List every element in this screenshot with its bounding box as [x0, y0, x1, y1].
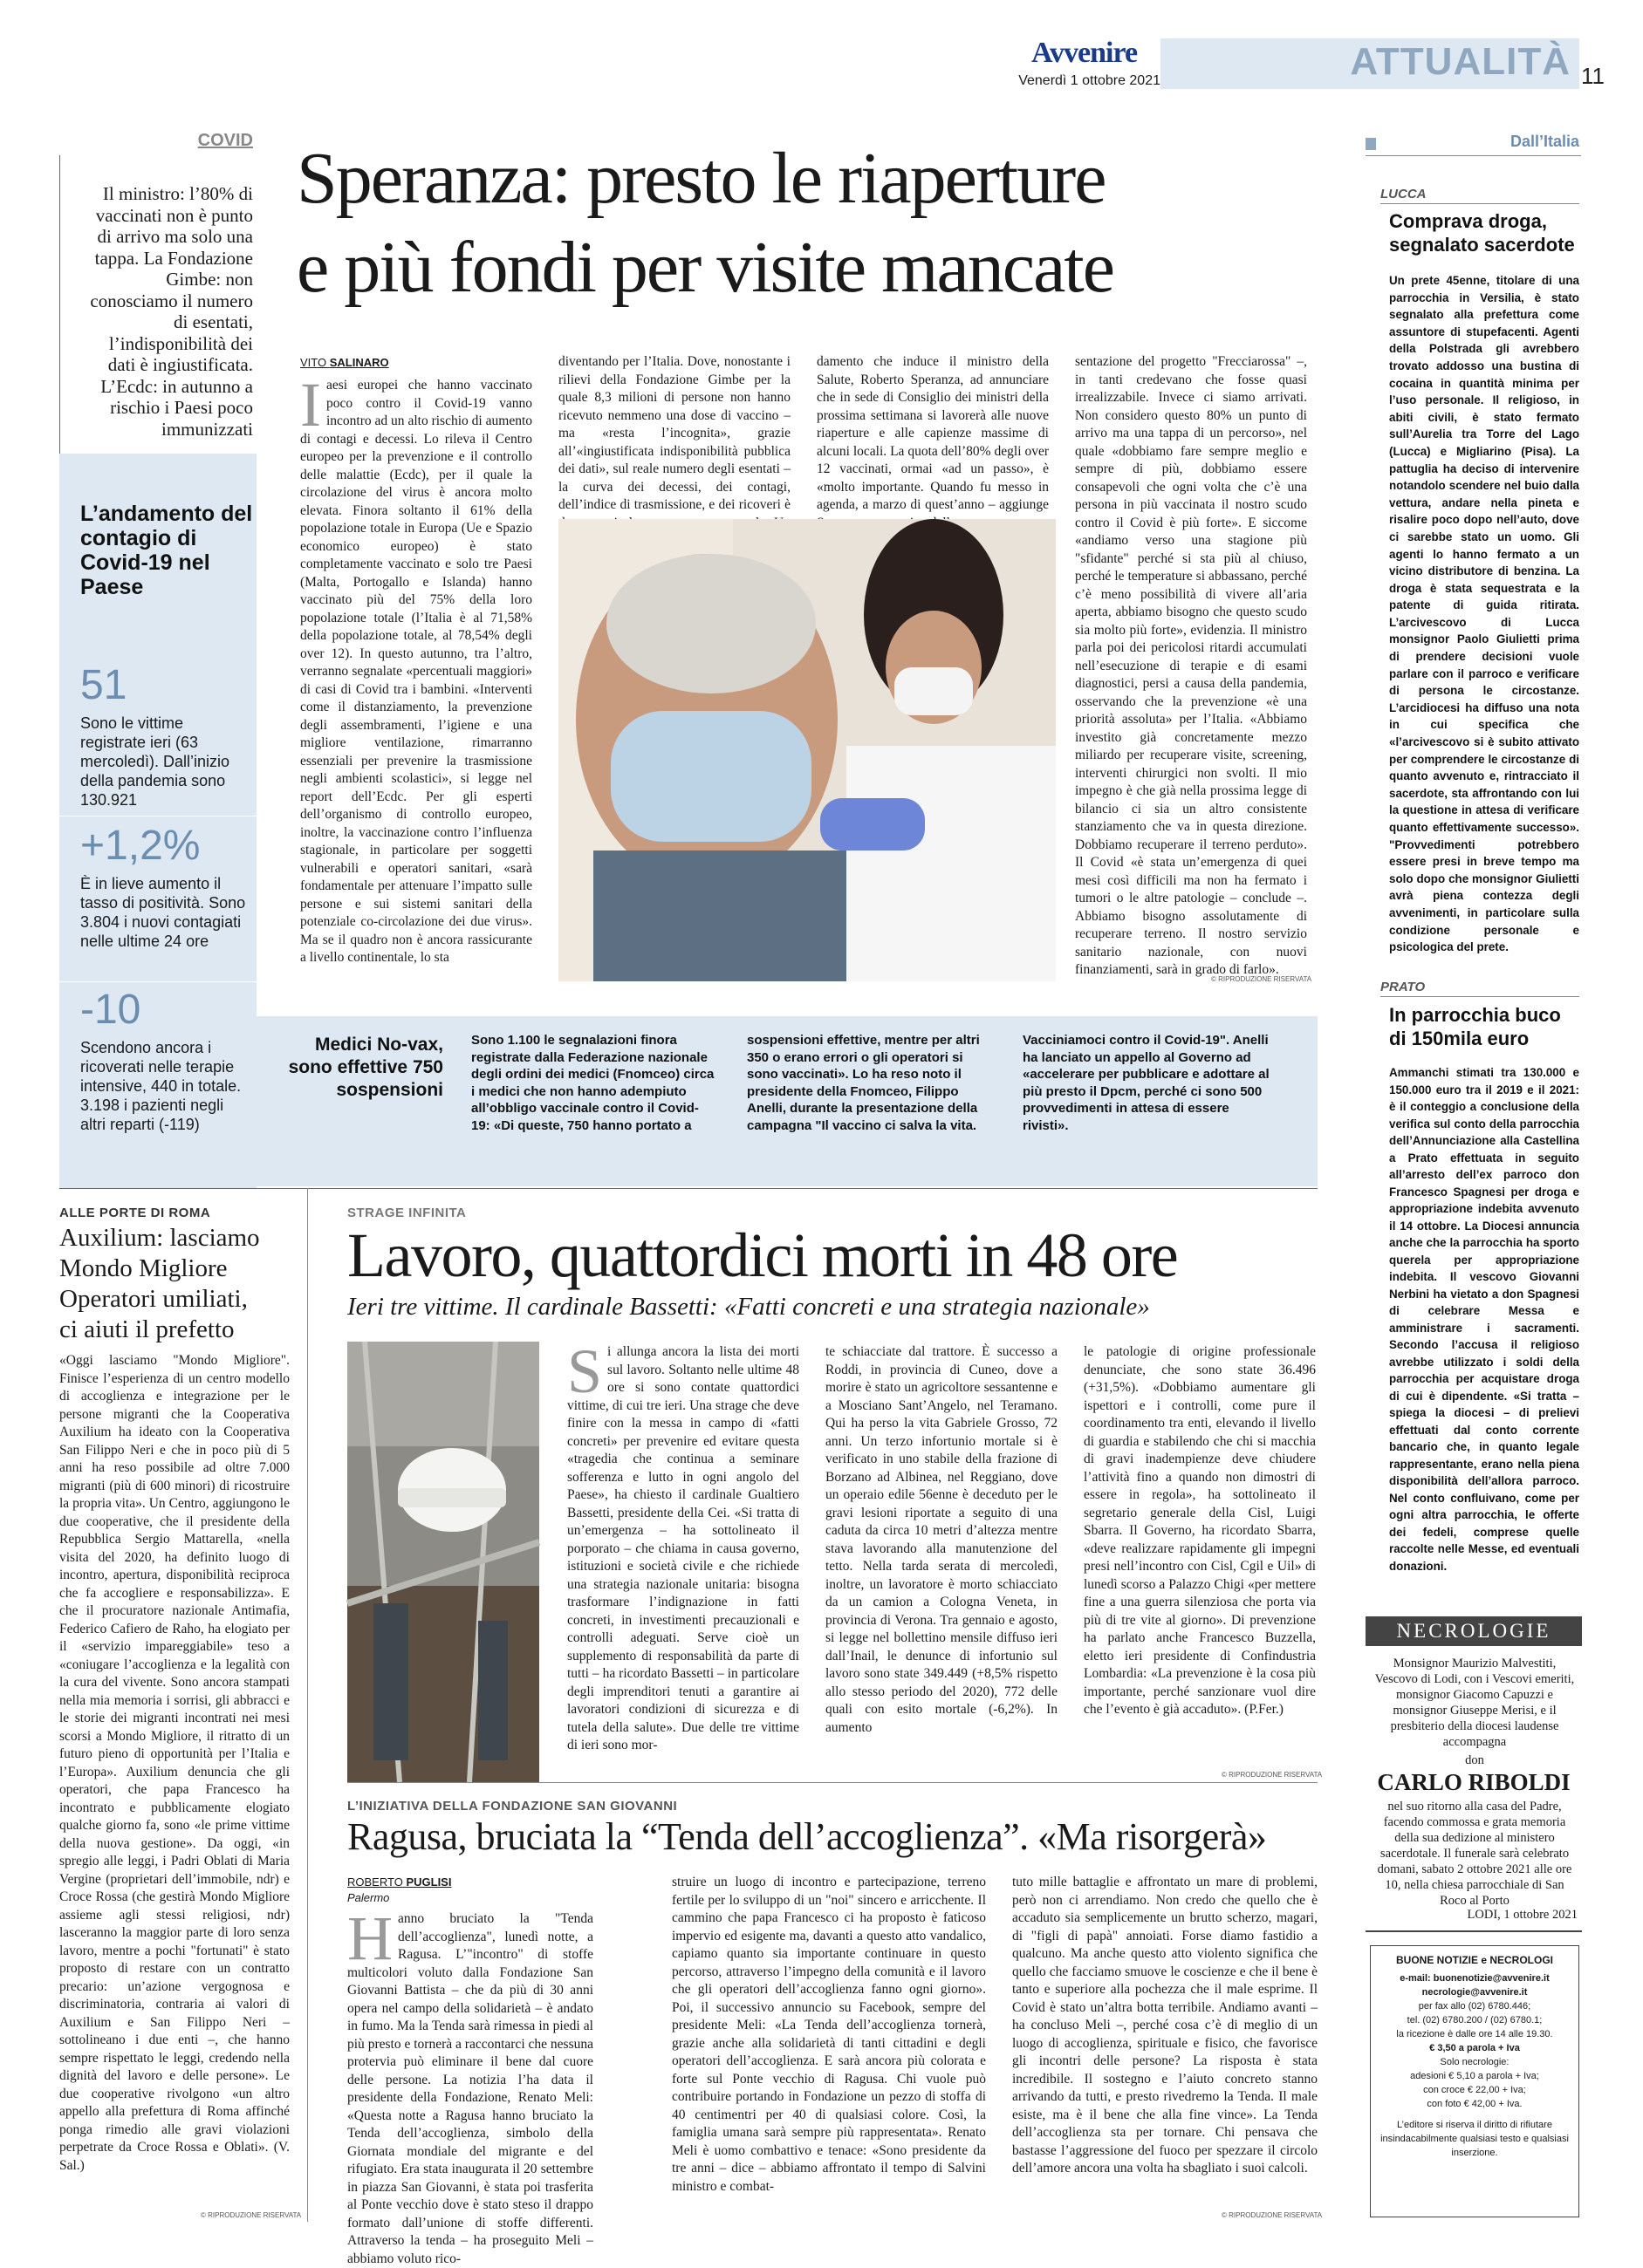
- photo-illustration: [558, 519, 1056, 981]
- section-title: ATTUALITÀ: [1350, 40, 1571, 83]
- ragusa-author-first: ROBERTO: [347, 1875, 403, 1889]
- buone-line: Solo necrologie:: [1440, 2057, 1510, 2067]
- ragusa-col-1-text: anno bruciato la "Tenda dell’accoglienza", lunedì notte, a Ragusa. L’"incontro" di stoffe multicolori voluto dalla Fondazione San Giovanni Battista – che da più di 30 anni opera nel campo della solidarietà – è andato in fumo. Ma la Tenda sarà rimessa in piedi al più presto e tornerà a raccontarci che nessuna protervia può eliminare il bene dal cuore delle persone. La notizia l’ha data il presidente della Fondazione, Renato Meli: «Questa notte a Ragusa hanno bruciato la Tenda dell’accoglienza, simbolo della Giornata mondiale del migrante e del rifugiato. Era stata inaugurata il 20 settembre in piazza San Giovanni, è stata poi trasferita al Ponte vecchio dove è stato steso il drappo formato dall’unione di stoffe differenti. Attraverso la tenda – ha proseguito Meli – abbiamo voluto rico-: [347, 1911, 593, 2266]
- prato-title: In parrocchia buco di 150mila euro: [1389, 1004, 1561, 1049]
- novax-title: Medici No-vax, sono effettive 750 sospensioni: [288, 1035, 443, 1100]
- necrologie-header: NECROLOGIE: [1396, 1620, 1551, 1642]
- necro-place: LODI, 1 ottobre 2021: [1467, 1908, 1578, 1922]
- ragusa-col-1: [347, 1903, 593, 2266]
- helmet-illustration: [347, 1342, 539, 1782]
- lavoro-col-3: le patologie di origine professionale denunciate, che sono state 36.496 (+31,5%). «Dobbiamo aumentare gli ispettori e i controlli, come pure il coordinamento tra enti, elevando il livello di guardia e stabilendo che chi si macchia di gravi inadempienze deve chiudere l’attività fino a quando non dimostri di essere in regola», ha sottolineato il segretario generale della Cisl, Luigi Sbarra. Il Governo, ha ricordato Sbarra, «deve realizzare rapidamente gli impegni presi nell’incontro con Cisl, Cgil e Uil» di lunedì scorso a Palazzo Chigi «per mettere fine a una guerra silenziosa che porta via più di tre vite al giorno». Di prevenzione ha parlato anche Francesco Buzzella, eletto ieri presidente di Confindustria Lombardia: «La prevenzione è la cosa più importante, perché sanzionare vuol dire che l’evento è già accaduto». (P.Fer.): [1084, 1344, 1316, 1717]
- lavoro-title: Lavoro, quattordici morti in 48 ore: [347, 1220, 1178, 1290]
- covid-summary: Il ministro: l’80% di vaccinati non è punto di arrivo ma solo una tappa. La Fondazione Gimbe: non conosciamo il numero di esentati, l’indisponibilità dei dati è ingiustificata. L’Ecdc: in autunno a rischio i Paesi poco immunizzati: [90, 183, 253, 440]
- necro-rule: [1366, 1930, 1582, 1932]
- auxilium-text-col: [59, 1352, 290, 2203]
- dallitalia-marker: [1366, 138, 1376, 150]
- buone-line: € 3,50 a parola + Iva: [1429, 2043, 1520, 2053]
- buone-line: necrologie@avvenire.it: [1421, 1987, 1528, 1998]
- covid-box-title: L’andamento del contagio di Covid-19 nel Paese: [80, 502, 253, 599]
- auxilium-kicker: ALLE PORTE DI ROMA: [59, 1206, 211, 1220]
- buone-line: L’editore si riserva il diritto di rifiutare insindacabilmente qualsiasi testo e qualsiasi inserzione.: [1380, 2120, 1569, 2158]
- lavoro-col-1-text: i allunga ancora la lista dei morti sul lavoro. Soltanto nelle ultime 48 ore si sono contate quattordici vittime, di cui tre ieri. Una strage che deve finire con la messa in campo di «fatti concreti» per prevenire ed evitare questa «tragedia che continua a seminare sofferenza e lutto in ogni angolo del Paese», ha chiesto il cardinale Gualtiero Bassetti, presidente della Cei. «Si tratta di un’emergenza – ha sottolineato il porporato – che chiama in causa governo, istituzioni e società civile e che richiede una strategia nazionale unitaria: bisogna trasformare l’indignazione in fatti concreti, in investimenti precauzionali e controlli adeguati. Serve cioè un supplemento di responsabilità da parte di tutti – ha ricordato Bassetti – in particolare degli imprenditori tenuti a garantire ai lavoratori condizioni di sicurezza e di tutela della salute». Due delle tre vittime di ieri sono mor-: [567, 1344, 799, 1752]
- ragusa-dropcap: H: [347, 1903, 393, 1973]
- dropcap: I: [300, 370, 321, 440]
- author-first: VITO: [300, 356, 327, 369]
- main-col-1: [300, 370, 532, 987]
- masthead-date: Venerdì 1 ottobre 2021: [1018, 73, 1160, 88]
- main-col-3: damento che induce il ministro della Salute, Roberto Speranza, ad annunciare che in sede di Consiglio dei ministri della prossima settimana si lavorerà alle nuove riaperture e alle capienze massime di alcuni locali. La quota dell’80% degli over 12 vaccinati, ormai «ad un passo», è «molto importante. Quando fu messo in agenda, a marzo di quest’anno – aggiunge: [817, 354, 1049, 512]
- vaccination-photo: [558, 519, 1056, 981]
- main-col-2: diventando per l’Italia. Dove, nonostante i rilievi della Fondazione Gimbe per la quale 8,3 milioni di persone non hanno ricevuto nemmeno una dose di vaccino – ma «resta l’incognita», grazie all’«ingiustificata indisponibilità pubblica dei dati», sul reale numero degli esentati – la curva dei decessi, dei contagi, dell’indice di trasmissione, e dei ricoveri è: [558, 354, 791, 512]
- ragusa-author: [347, 1875, 451, 1889]
- stat-text-3: Scendono ancora i ricoverati nelle terapie intensive, 440 in totale. 3.198 i pazienti negli altri reparti (-119): [80, 1039, 242, 1133]
- necro-text-1: Monsignor Maurizio Malvestiti, Vescovo di Lodi, con i Vescovi emeriti, monsignor Giacomo Capuzzi e monsignor Giuseppe Merisi, e il presbiterio della diocesi laudense accompagna: [1374, 1657, 1575, 1749]
- buone-line: con croce € 22,00 + Iva;: [1423, 2085, 1526, 2095]
- auxilium-title: Auxilium: lasciamo Mondo Migliore Operatori umiliati, ci aiuti il prefetto: [59, 1224, 260, 1343]
- ragusa-copyright: © RIPRODUZIONE RISERVATA: [1222, 2211, 1323, 2219]
- ragusa-author-last: PUGLISI: [406, 1875, 452, 1889]
- main-author: [300, 356, 389, 369]
- author-last: SALINARO: [329, 356, 389, 369]
- buone-line: tel. (02) 6780.200 / (02) 6780.1;: [1407, 2015, 1543, 2025]
- lavoro-copyright: © RIPRODUZIONE RISERVATA: [1222, 1771, 1323, 1779]
- photo-copyright: © RIPRODUZIONE RISERVATA: [1211, 975, 1312, 983]
- lucca-title: Comprava droga, segnalato sacerdote: [1389, 210, 1575, 256]
- lucca-text: Un prete 45enne, titolare di una parrocchia in Versilia, è stato segnalato alla prefettura come assuntore di stupefacenti. Agenti della Polstrada gli avrebbero trovato addosso una bustina di cocaina in quantità minima per l’uso personale. Il religioso, in abiti civili, è stato fermato sull’Aurelia tra Torre del Lago (Lucca) e Migliarino (Pisa). La pattuglia ha deciso di intervenire notandolo scendere nel buio dalla vettura, andare nella pineta e risalire poco dopo nell’auto, dove ci sarebbe stato un uomo. Gli agenti lo hanno fermato a un vicino distributore di benzina. La droga è stata sequestrata e la patente di guida ritirata. L’arcivescovo di Lucca monsignor Paolo Giulietti prima di prendere decisioni vuole parlare con il parroco e verificare di persona le circostanze. L’arcidiocesi ha diffuso una nota in cui specifica che «l’arcivescovo si è subito attivato per comprendere le circostanze di quanto avvenuto e, rintracciato il sacerdote, sta affrontando con lui la questione in attesa di verificare quanto effettivamente successo». "Provvedimenti potrebbero essere presi in breve tempo ma solo dopo che monsignor Giulietti avrà piena contezza degli avvenimenti, in particolare sulla condizione personale e psicologica del prete.: [1389, 274, 1579, 954]
- lucca-place: LUCCA: [1380, 187, 1427, 202]
- buone-line: e-mail: buonenotizie@avvenire.it: [1400, 1973, 1550, 1984]
- lavoro-col-2: te schiacciate dal trattore. È successo a Roddi, in provincia di Cuneo, dove a morire è stato un agricoltore sessantenne e a Mosciano Sant’Angelo, nel Teramano. Qui ha perso la vita Gabriele Grosso, 72 anni. Un terzo infortunio mortale si è verificato in uno stabile della frazione di Borzano ad Albinea, nel Reggiano, dove un operaio edile 56enne è deceduto per le gravi lesioni riportate a seguito di una caduta da circa 10 metri d’altezza mentre stava lavorando alla manutenzione del tetto. Nella tarda serata di mercoledì, inoltre, un lavoratore è morto schiacciato da un camion a Cologna Veneta, in provincia di Verona. Tra gennaio e agosto, si legge nel bollettino mensile diffuso ieri dall’Inail, le denunce di infortunio sul lavoro sono state 349.449 (+8,5% rispetto allo stesso periodo del 2020), 772 delle quali con esito mortale (-6,2%). In aumento: [825, 1344, 1058, 1735]
- ragusa-place: Palermo: [347, 1891, 390, 1904]
- necro-name: CARLO RIBOLDI: [1377, 1769, 1571, 1795]
- lavoro-divider: [347, 1782, 1318, 1783]
- ragusa-col-3: tuto mille battaglie e affrontato un mare di problemi, però non ci arrendiamo. Non credo che quello che è accaduto sia semplicemente un brutto scherzo, magari, di "figli di papà" annoiati. Forse diamo fastidio a qualcuno. Ma anche questo atto violento significa che quello che facciamo smuove le coscienze e che il bene è tanto e superiore alla pochezza che il male esprime. Il Covid è stato un’altra botta terribile. Andiamo avanti – ha concluso Meli –, perché cosa c’è di meglio di un luogo di accoglienza, spirituale e fisico, che favorisce gli incontri delle persone? La risposta è stata incredibile. Il sostegno e l’aiuto concreto stanno arrivando da tutti, e presto rivedremo la Tenda. Il male esiste, ma è il bene che alla fine vince». La Tenda dell’accoglienza sta per tornare. Chi pensava che bastasse l’aggressione del fuoco per spezzare il circolo dell’amore ancora una volta ha sbagliato i suoi calcoli.: [1012, 1875, 1318, 2176]
- main-col-4: sentazione del progetto "Frecciarossa" –, in tanti credevano che fosse quasi irrealizzabile. Invece ci siamo arrivati. Non considero questo 80% un punto di arrivo ma una tappa di un percorso», nel quale «dobbiamo fare sempre meglio e sempre di più, dobbiamo essere consapevoli che ogni volta che c’è una persona in più vaccinata il nostro scudo contro il Covid è più forte». E siccome «andiamo verso una stagione più "sfidante" perché si sta più al chiuso, perché le temperature si abbassano, perché c’è meno possibilità di vivere all’aria aperta, abbiamo bisogno che questo scudo sia molto più forte», evidenzia. Il ministro parla poi dei pericolosi ritardi accumulati nell’esecuzione di terapie e di esami diagnostici, persi a causa della pandemia, osservando che la prevenzione «è una priorità assoluta» per l’Italia. «Abbiamo investito già concretamente mezzo miliardo per recuperare visite, screening, interventi chirurgici non svolti. Il mio impegno è che già nella prossima legge di bilancio ci sia un altro consistente stanziamento che va in questa direzione. Dobbiamo recuperare il terreno perduto». Il Covid «è stata un’emergenza di quei mesi così difficili ma non ha fermato i tumori o le altre patologie – conclude –. Abbiamo bisogno assolutamente di recuperare terreno. Il nostro servizio sanitario nazionale, con nuovi finanziamenti, sarà in grado di farlo».: [1075, 354, 1307, 977]
- stat-text-1: Sono le vittime registrate ieri (63 mercoledì). Dall’inizio della pandemia sono 130.921: [80, 714, 230, 809]
- main-headline-1: Speranza: presto le riaperture: [297, 138, 1106, 219]
- ragusa-kicker: L’INIZIATIVA DELLA FONDAZIONE SAN GIOVANNI: [347, 1799, 678, 1814]
- stat-value-3: -10: [80, 987, 141, 1033]
- lavoro-dropcap: S: [567, 1336, 603, 1406]
- necro-don: don: [1465, 1753, 1484, 1767]
- stat-value-2: +1,2%: [80, 823, 201, 869]
- buone-lines: [1375, 1971, 1574, 2160]
- novax-col-3: Vacciniamoci contro il Covid-19". Anelli ha lanciato un appello al Governo ad «accelerare per pubblicare e adottare al più presto il Dpcm, perché ci sono 500 provvedimenti in attesa di essere rivisti».: [1023, 1033, 1270, 1133]
- section-divider: [59, 1188, 1318, 1189]
- lavoro-kicker: STRAGE INFINITA: [347, 1206, 467, 1220]
- covid-tag: COVID: [197, 131, 253, 150]
- buone-title: BUONE NOTIZIE e NECROLOGI: [1395, 1954, 1553, 1966]
- buone-line: adesioni € 5,10 a parola + Iva;: [1410, 2071, 1539, 2081]
- stat-divider-2: [59, 981, 257, 982]
- necro-text-2: nel suo ritorno alla casa del Padre, facendo commossa e grata memoria della sua dedizione al ministero sacerdotale. Il funerale sarà celebrato domani, sabato 2 ottobre 2021 alle ore 10, nella chiesa parrocchiale di San Roco al Porto: [1377, 1800, 1572, 1908]
- ragusa-title: Ragusa, bruciata la “Tenda dell’accoglienza”. «Ma risorgerà»: [347, 1815, 1267, 1858]
- ragusa-col-2: struire un luogo di incontro e partecipazione, terreno fertile per lo sviluppo di un "noi" sincero e arricchente. Il cammino che papa Francesco ci ha proposto è faticoso impervio ed esigente ma, davanti a questo atto vandalico, capiamo quanto sia importante continuare in questo percorso, attraverso l’impegno della comunità e il lavoro che gli operatori dell’accoglienza fanno ogni giorno». Poi, il successivo annuncio su Facebook, sempre del presidente Meli: «La Tenda dell’accoglienza tornerà, grazie anche alla solidarietà di tanti cittadini e degli operatori dell’accoglienza. E sarà ancora più colorata e forte sul Ponte vecchio di Ragusa. Chi vuole può contribuire portando in Fondazione un pezzo di stoffa di 40 centimentri per 40 di qualsiasi colore. Così, la famiglia umana sarà sempre più rappresentata». Renato Meli è uomo combattivo e tenace: «Sono presidente da tre anni – dice – abbiamo affrontato il tempo di Salvini ministro e combat-: [672, 1875, 986, 2194]
- page-number: 11: [1581, 63, 1605, 89]
- prato-rule: [1380, 996, 1579, 997]
- main-col-1-text: aesi europei che hanno vaccinato poco contro il Covid-19 vanno incontro ad un alto rischio di aumento di contagi e decessi. Lo rileva il Centro europeo per la prevenzione e il controllo delle malattie (Ecdc), per il quale la circolazione del virus è ancora molto elevata. Finora soltanto il 61% della popolazione totale in Europa (Ue e Spazio economico europeo) è stato completamente vaccinato e solo tre Paesi (Malta, Portogallo e Islanda) hanno vaccinato più del 75% della loro popolazione totale (l’Italia è al 71,58% della popolazione totale, al 78,54% degli over 12). In questo autunno, tra l’altro, verranno segnalate «percentuali maggiori» di casi di Covid tra i bambini. «Interventi come il distanziamento, la prevenzione degli assembramenti, l’igiene e una migliore ventilazione, rimarranno essenziali per prevenire la trasmissione negli ambienti scolastici», si legge nel report dell’Ecdc. Per gli esperti dell’organismo di controllo europeo, inoltre, la vaccinazione contro l’influenza stagionale, in particolare per soggetti vulnerabili e operatori sanitari, «sarà fondamentale per attenuare l’impatto sulle persone e sui sistemi sanitari della potenziale co-circolazione dei due virus». Ma se il quadro non è ancora rassicurante a livello continentale, lo sta: [300, 378, 532, 965]
- novax-col-1: Sono 1.100 le segnalazioni finora registrate dalla Federazione nazionale degli ordini dei medici (Fnomceo) circa i medici che non hanno adempiuto all’obbligo vaccinale contro il Covid-19: «Di queste, 750 hanno portato a: [471, 1033, 715, 1133]
- auxilium-text: «Oggi lasciamo "Mondo Migliore". Finisce l’esperienza di un centro modello di accoglienza e integrazione per le persone migranti che la Cooperativa Auxilium ha ideato con la Cooperativa San Filippo Neri e che in poco più di 5 anni ha reso possibile ad oltre 7.000 migranti (più di 600 minori) di ricostruire la propria vita». Un Centro, aggiungono le due cooperative, che il presidente della Repubblica Sergio Mattarella, «nella visita del 2020, ha definito luogo di incontro, apertura, disponibilità reciproca che fa accogliere e responsabilizza». E che il procuratore nazionale Antimafia, Federico Cafiero de Raho, ha elogiato per il «servizio impareggiabile» teso a «coniugare l’accoglienza e la legalità con la cura del vivente. Sono ancora stampati nella mia memoria i sorrisi, gli abbracci e le storie dei migranti incontrati nei mesi scorsi a Mondo Migliore, il ritratto di un futuro pieno di opportunità per l’Italia e l’Europa». Auxilium denuncia che gli operatori, che papa Francesco ha incontrato e pubblicamente elogiato qualche giorno fa, sono «le prime vittime della nuova gestione». Da oggi, «in spregio alle leggi, i Padri Oblati di Maria Vergine (proprietari dell’immobile, ndr) e Croce Rossa (che gestirà Mondo Migliore assieme agli stessi religiosi, ndr) lasceranno la maggior parte di loro senza lavoro, mentre a pochi "fortunati" è stato proposto di restare con un contratto precario: un’azione vergognosa e discriminatoria, contraria ai valori di Auxilium e San Filippo Neri – sottolineano i due enti –, che hanno sempre rispettato le leggi, credendo nella dignità del lavoro e delle persone». Le due cooperative rivolgono «un altro appello alla prefettura di Roma affinché ponga rimedio alle gravi violazioni perpetrate da Croce Rossa e Oblati». (V. Sal.): [59, 1353, 290, 2173]
- dallitalia-label: Dall’Italia: [1510, 133, 1579, 150]
- auxilium-divider: [307, 1188, 308, 2222]
- stat-text-2: È in lieve aumento il tasso di positività. Sono 3.804 i nuovi contagiati nelle ultime 24 ore: [80, 875, 246, 950]
- buone-line: con foto € 42,00 + Iva.: [1427, 2099, 1523, 2109]
- auxilium-copyright: © RIPRODUZIONE RISERVATA: [201, 2211, 302, 2219]
- logo-text: Avvenire: [1031, 37, 1138, 69]
- prato-place: PRATO: [1380, 980, 1426, 994]
- prato-text: Ammanchi stimati tra 130.000 e 150.000 euro tra il 2019 e il 2021: è il conteggio a conclusione della verifica sul conto della parrocchia dell’Annunciazione alla Castellina a Prato effettuata in seguito all’arresto dell’ex parroco don Francesco Spagnesi per droga e appropriazione indebita avvenuto il 14 ottobre. La Diocesi annuncia anche che la parrocchia ha sporto querela per appropriazione indebita. Il vescovo Giovanni Nerbini ha vietato a don Spagnesi di celebrare Messa e amministrare i sacramenti. Secondo l’accusa il religioso avrebbe utilizzato i soldi della parrocchia per acquistare droga di cui è dipendente. «Si tratta – spiega la diocesi – di prelievi effettuati dal conto corrente bancario che, in quanto legale rappresentante, erano nella piena disponibilità dell’allora parroco. Nel conto confluivano, come per ogni altra parrocchia, le offerte dei fedeli, comprese quelle raccolte nelle Messe, ed eventuali donazioni.: [1389, 1066, 1579, 1573]
- stat-value-1: 51: [80, 662, 127, 708]
- lavoro-col-1: [567, 1336, 799, 1762]
- buone-line: per fax allo (02) 6780.446;: [1418, 2001, 1531, 2012]
- lucca-rule: [1380, 203, 1579, 204]
- masthead-logo: [1031, 37, 1162, 68]
- main-headline-2: e più fondi per visite mancate: [297, 227, 1113, 308]
- lavoro-subtitle: Ieri tre vittime. Il cardinale Bassetti: «Fatti concreti e una strategia nazionale»: [347, 1293, 1150, 1321]
- right-top-rule: [1366, 155, 1581, 156]
- buone-line: la ricezione è dalle ore 14 alle 19.30.: [1396, 2029, 1553, 2039]
- helmet-photo: [347, 1342, 539, 1782]
- novax-col-2: sospensioni effettive, mentre per altri 350 o erano errori o gli operatori si sono vaccinati». Lo ha reso noto il presidente della Fnomceo, Filippo Anelli, durante la presentazione della campagna "Il vaccino ci salva la vita.: [747, 1033, 980, 1133]
